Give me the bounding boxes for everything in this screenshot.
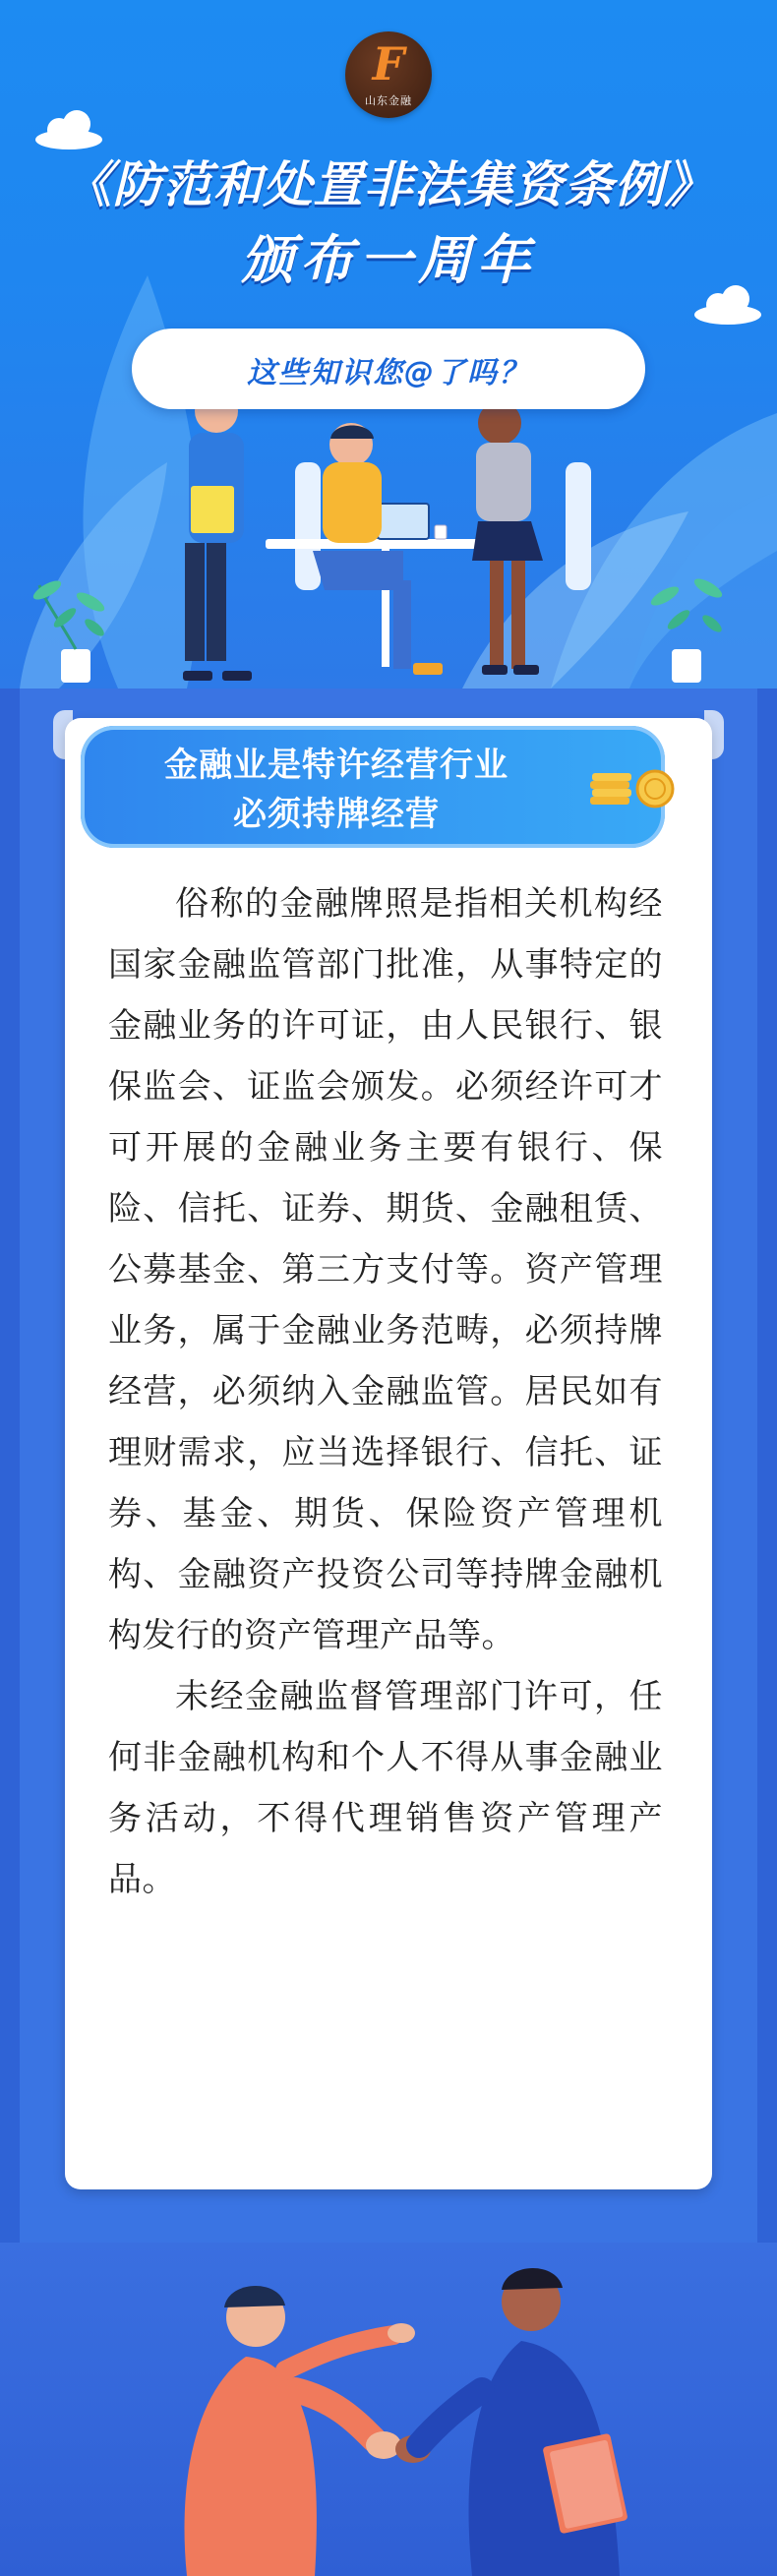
article-body: [108, 873, 663, 1910]
coins-icon: [590, 767, 679, 826]
brand-logo: [345, 31, 432, 118]
article-paragraph-2: 未经金融监督管理部门许可，任何非金融机构和个人不得从事金融业务活动，不得代理销售资产管理产品。: [108, 1677, 663, 1899]
logo-text: 山东金融: [365, 94, 412, 107]
hero-section: [0, 0, 777, 689]
section-banner: [81, 726, 665, 848]
handshake-illustration: [0, 2243, 777, 2576]
banner-title-line1: 金融业是特许经营行业: [164, 746, 508, 785]
question-pill: [132, 329, 645, 409]
question-pill-text: 这些知识您@了吗？: [247, 356, 530, 390]
bottom-section: [0, 2243, 777, 2576]
main-title: 《防范和处置非法集资条例》: [62, 156, 715, 213]
article-paragraph-1: 俗称的金融牌照是指相关机构经国家金融监管部门批准，从事特定的金融业务的许可证，由人民银行、银保监会、证监会颁发。必须经许可才可开展的金融业务主要有银行、保险、信托、证券、期货、金融租赁、公募基金、第三方支付等。资产管理业务，属于金融业务范畴，必须持牌经营，必须纳入金融监管。居民如有理财需求，应当选择银行、信托、证券、基金、期货、保险资产管理机构、金融资产投资公司等持牌金融机构发行的资产管理产品等。: [108, 884, 663, 1655]
main-subtitle: 颁布一周年: [241, 229, 536, 291]
banner-title-line2: 必须持牌经营: [233, 795, 440, 834]
content-section: [0, 689, 777, 2243]
logo-letter: F: [372, 37, 405, 90]
